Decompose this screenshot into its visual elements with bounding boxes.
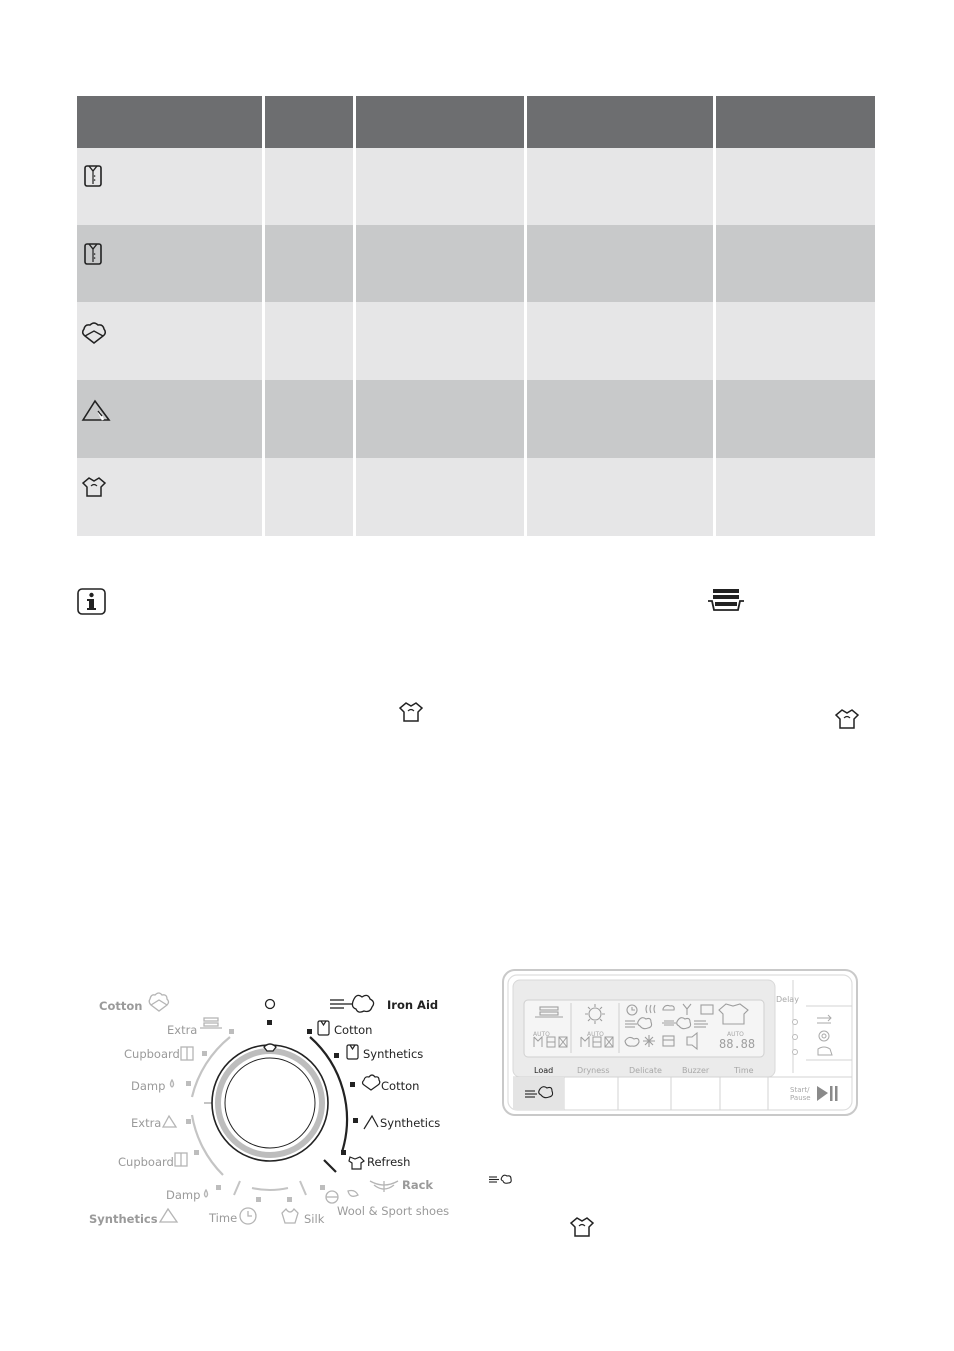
header-cell [527,96,713,148]
cotton-flower-icon [81,321,107,345]
dryness-button[interactable]: Dryness [577,1066,610,1075]
header-cell [77,96,262,148]
rack-label: Rack [402,1178,434,1192]
cotton-label: Cotton [381,1079,420,1093]
shirt-icon [83,164,103,188]
table-cell [77,458,262,536]
start-pause-button[interactable] [790,1086,811,1102]
header-cell [716,96,875,148]
refresh-label: Refresh [367,1155,411,1169]
time-digits: 88.88 [719,1037,756,1051]
table-cell [356,380,524,458]
time-label: Time [209,1211,238,1225]
control-panel-figure [502,969,858,1117]
table-header-row [77,96,875,148]
table-cell [356,225,524,302]
start-pause-line1: Start/ [790,1086,810,1094]
table-cell [716,458,875,536]
table-row [77,302,875,380]
refresh-shirt-icon [398,700,424,724]
refresh-shirt-icon [81,475,107,499]
damp-synthetics-label: Damp [166,1188,201,1202]
synthetics-shirt-label: Synthetics [363,1047,424,1061]
iron-aid-label: Iron Aid [387,998,439,1012]
table-cell [265,148,353,225]
synthetics-label: Synthetics [380,1116,441,1130]
shirt-icon [83,242,103,266]
table-cell [265,302,353,380]
table-cell [716,302,875,380]
table-cell [527,458,713,536]
table-cell [356,302,524,380]
buzzer-button[interactable]: Buzzer [682,1066,710,1075]
auto-label-load: AUTO [533,1031,550,1038]
table-cell [77,225,262,302]
table-cell [265,458,353,536]
delicate-button[interactable]: Delicate [629,1066,662,1075]
cotton-group-label: Cotton [99,999,143,1013]
table-cell [265,225,353,302]
damp-cotton-label: Damp [131,1079,166,1093]
load-button[interactable]: Load [534,1066,554,1075]
header-cell [265,96,353,148]
extra-synthetics-label: Extra [131,1116,162,1130]
table-cell [527,148,713,225]
load-basket-icon [706,587,746,613]
table-cell [77,302,262,380]
info-icon [77,588,106,615]
header-cell [356,96,524,148]
table-cell [77,380,262,458]
table-cell [77,148,262,225]
auto-label-shirt: AUTO [727,1031,744,1038]
synthetics-group-label: Synthetics [89,1212,158,1226]
auto-label-dryness: AUTO [587,1031,604,1038]
cupboard-cotton-label: Cupboard [124,1047,180,1061]
table-cell [356,148,524,225]
table-row [77,148,875,225]
table-row [77,225,875,302]
refresh-shirt-icon [834,707,860,731]
table-cell [716,225,875,302]
programme-dial-figure [80,985,460,1235]
silk-label: Silk [304,1212,325,1226]
extra-cotton-label: Extra [167,1023,198,1037]
table-cell [265,380,353,458]
cupboard-synthetics-label: Cupboard [118,1155,174,1169]
time-button[interactable]: Time [734,1066,754,1075]
cotton-shirt-label: Cotton [334,1023,373,1037]
iron-aid-icon [488,1173,514,1185]
table-cell [527,302,713,380]
delay-label: Delay [776,995,799,1004]
start-pause-line2: Pause [790,1094,811,1102]
table-cell [527,225,713,302]
table-cell [716,148,875,225]
table-row [77,458,875,536]
synthetics-triangle-icon [81,398,111,422]
dial-graphic [80,985,460,1235]
table-cell [716,380,875,458]
table-cell [527,380,713,458]
refresh-shirt-icon [569,1215,595,1239]
table-cell [356,458,524,536]
wool-sport-shoes-label: Wool & Sport shoes [337,1204,450,1218]
table-row [77,380,875,458]
